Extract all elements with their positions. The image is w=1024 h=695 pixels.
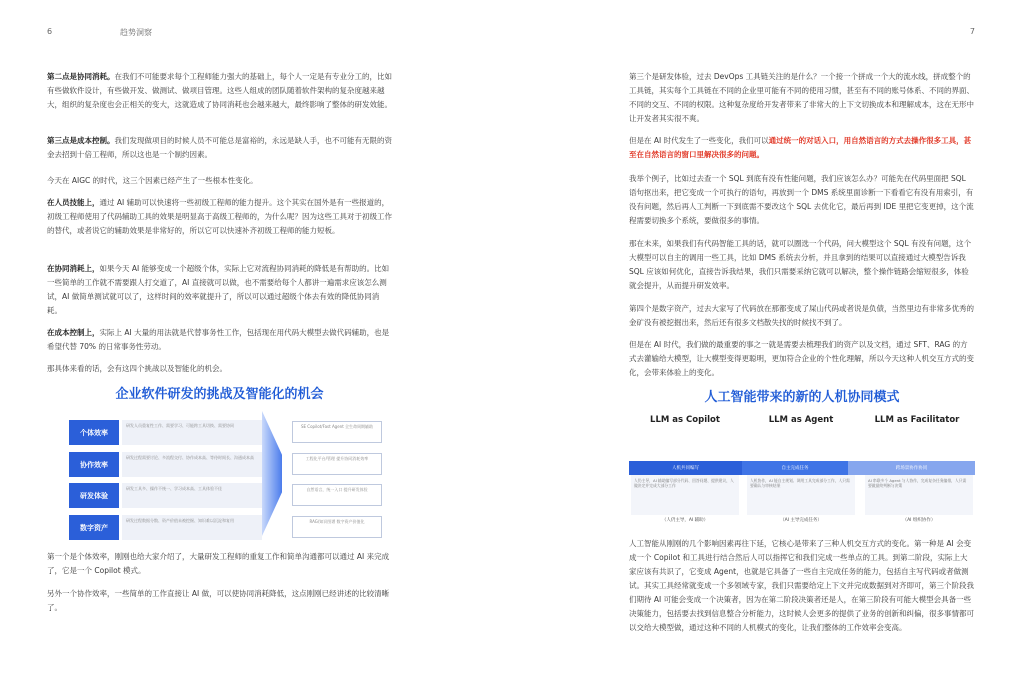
stage-bar: 自主完成任务 (742, 461, 848, 475)
paragraph: 另外一个协作效率，一些简单的工作直接让 AI 做，可以使协同消耗降低，这点刚刚已经讲述的比较清晰了。 (47, 589, 390, 612)
stage-footer: （人仍主导，AI 辅助） (661, 518, 709, 523)
paragraph: 那具体来看的话，会有这四个挑战以及智能化的机会。 (47, 364, 227, 373)
challenge-desc: 研发人员重复性工作、需要学习、可能跨工具切换、需要协同 (122, 420, 262, 445)
right-page (512, 0, 1024, 695)
challenge-label: 个体效率 (69, 420, 119, 445)
challenge-desc: 研发过程数据分散、资产价值未被挖掘、知识难以沉淀和复用 (122, 515, 262, 540)
challenge-desc: 研发过程需要讨论、多流程交付、协作成本高、等待时间长、沟通成本高 (122, 452, 262, 477)
stage-bar: 跨场景协作协同 (848, 461, 975, 475)
stage-bar: 人机共同编写 (629, 461, 742, 475)
paragraph: 在协同消耗上，如果今天 AI 能够变成一个超级个体，实际上它对流程协同消耗的降低是有帮助的。比如一些简单的工作就不需要跟人打交道了，AI 直接就可以做，也不需要给每个人都讲一遍需求应该怎么测试，AI 做简单测试就可以了，这样时间的效率就提升了，所以可以通过超级个体去有效的降低协同消耗。 (47, 264, 390, 315)
funnel-shape (262, 411, 282, 536)
running-title: 趋势洞察 (120, 28, 152, 37)
opportunity-box: 自然语言，统一入口 提升研发体验 (292, 484, 382, 506)
page-number: 7 (969, 27, 975, 36)
stage-footer: （AI 组织协作） (902, 518, 936, 523)
paragraph: 在成本控制上，实际上 AI 大量的用法就是代替事务性工作，包括现在用代码大模型去做代码辅助，也是希望代替 70% 的日常事务性劳动。 (47, 328, 390, 351)
figure-title: 企业软件研发的挑战及智能化的机会 (115, 387, 324, 402)
challenges-figure (47, 383, 392, 548)
paragraph: 我举个例子，比如过去查一个 SQL 到底有没有性能问题，我们应该怎么办？可能先在代码里面把 SQL 语句抠出来，把它变成一个可执行的语句，再放到一个 DMS 系统里面诊断一下看看它有没有用索引，有没有问题，然后再人工判断一下到底需不要改这个 SQL 去优化它，最后再到 IDE 里把它变更掉，这个流程需要切换多个系统，要做很多的事情。 (629, 174, 974, 225)
column-heading: LLM as Copilot (650, 415, 720, 425)
page-number: 6 (47, 27, 53, 36)
paragraph: 第三个是研发体验，过去 DevOps 工具链关注的是什么？一个接一个拼成一个大的流水线，拼成整个的工具链，其实每个工具链在不同的企业里可能有不同的使用习惯，甚至有不同的账号体系、不同的界面、不同的交互、不同的权限。这种复杂度给开发者带来了非常大的上下文切换成本和理解成本，这在无形中让开发者其实很不爽。 (629, 72, 974, 123)
paragraph: 第二点是协同消耗。在我们不可能要求每个工程师能力强大的基础上，每个人一定是有专业分工的，比如有些做软件设计，有些做开发、做测试、做项目管理。这些人组成的团队随着软件架构的复杂度越来越大，组织的复杂度也会正相关的变大，这就造成了协同消耗也会越来越大，最终影响了整体的研发效能。 (47, 72, 392, 109)
challenge-desc: 研发工具多、操作不统一、学习成本高、工具体验不佳 (122, 483, 262, 508)
opportunity-box: 工程化平台/管理 提升协同消耗效率 (292, 453, 382, 475)
challenge-label: 研发体验 (69, 483, 119, 508)
paragraph: 那在未来，如果我们有代码智能工具的话，就可以圈选一个代码，问大模型这个 SQL 有没有问题，这个大模型可以自主的调用一些工具，比如 DMS 系统去分析，并且拿到的结果可以直接通过大模型告诉我 SQL 应该如何优化，直接告诉我结果，我们只需要采纳它就可以解决，整个操作链路会缩短很多，体验就会提升，从而提升研发效率。 (629, 239, 972, 290)
stage-desc: 人仍主导，AI 辅助编写部分代码、回答问题、提供建议，人做决定并完成大部分工作 (631, 475, 739, 515)
stage-desc: AI 串联多个 Agent 与人协作，完成复杂任务编排，人只需要做最终判断与决策 (865, 475, 973, 515)
challenge-label: 数字资产 (69, 515, 119, 540)
stage-footer: （AI 主导完成任务） (780, 518, 822, 523)
paragraph: 但是在 AI 时代发生了一些变化，我们可以通过统一的对话入口，用自然语言的方式去操作很多工具，甚至在自然语言的窗口里解决很多的问题。 (629, 136, 972, 159)
paragraph: 但是在 AI 时代，我们做的最重要的事之一就是需要去梳理我们的资产以及文档，通过 SFT、RAG 的方式去灌输给大模型，让大模型变得更聪明，更加符合企业的个性化理解，所以今天这种人机交互方式的变化，会带来体验上的变化。 (629, 340, 974, 377)
opportunity-box: SE Copilot/Fast Agent 全生命周期辅助 (292, 421, 382, 443)
paragraph: 人工智能从刚刚的几个影响因素再往下延，它核心是带来了三种人机交互方式的变化。第一种是 AI 会变成一个 Copilot 和工具进行结合然后人可以指挥它和我们完成一些单点的工具。到第二阶段，实际上大家应该有共识了，它变成 Agent，也就是它具备了一些自主完成任务的能力，包括自主写代码或者做测试。其实工具经常就变成一个多领域专家，我们只需要给定上下文并完成数据到对齐即可，第三个阶段我们期待 AI 可能会变成一个决策者，因为在第二阶段决策者还是人，在第三阶段有可能大模型会具备一些决策能力，包括要去找到信息整合分析能力，这时候人会更多的提供了业务的创新和纠偏，很多事情都可以交给大模型做，通过这种不同的人机模式的变化，让我们整体的工作效率会变高。 (629, 539, 974, 632)
paragraph: 第一个是个体效率，刚刚也给大家介绍了，大量研发工程师的重复工作和简单沟通都可以通过 AI 来完成了，它是一个 Copilot 模式。 (47, 552, 390, 575)
paragraph: 今天在 AIGC 的时代，这三个因素已经产生了一些根本性变化。 (47, 176, 258, 185)
figure-title: 人工智能带来的新的人机协同模式 (704, 390, 900, 405)
stage-desc: 人机协作，AI 能自主规划、调用工具完成部分工作，人只需要确认与审核结果 (747, 475, 855, 515)
column-heading: LLM as Facilitator (874, 415, 960, 425)
column-heading: LLM as Agent (768, 415, 834, 425)
paragraph: 在人员技能上，通过 AI 辅助可以快速将一些初级工程师的能力提升。这个其实在国外是有一些报道的，初级工程师使用了代码辅助工具的效果是明显高于高级工程师的，为什么呢？因为这些工具对于初级工作的替代，或者说它的辅助效果是非常好的，所以它可以快速补齐初级工程师的能力短板。 (47, 198, 392, 235)
opportunity-box: RAG/知识图谱 数字资产价值化 (292, 516, 382, 538)
paragraph: 第三点是成本控制。我们发现做项目的时候人员不可能总是富裕的，永远是缺人手，也不可能有无限的资金去招到十倍工程师，所以这也是一个制约因素。 (47, 136, 392, 159)
collaboration-figure (629, 383, 975, 533)
paragraph: 第四个是数字资产，过去大家写了代码放在那都变成了屎山代码或者说是负债，当然里边有非常多优秀的金矿没有被挖掘出来，然后还有很多文档散失找的时候找不到了。 (629, 304, 974, 327)
challenge-label: 协作效率 (69, 452, 119, 477)
